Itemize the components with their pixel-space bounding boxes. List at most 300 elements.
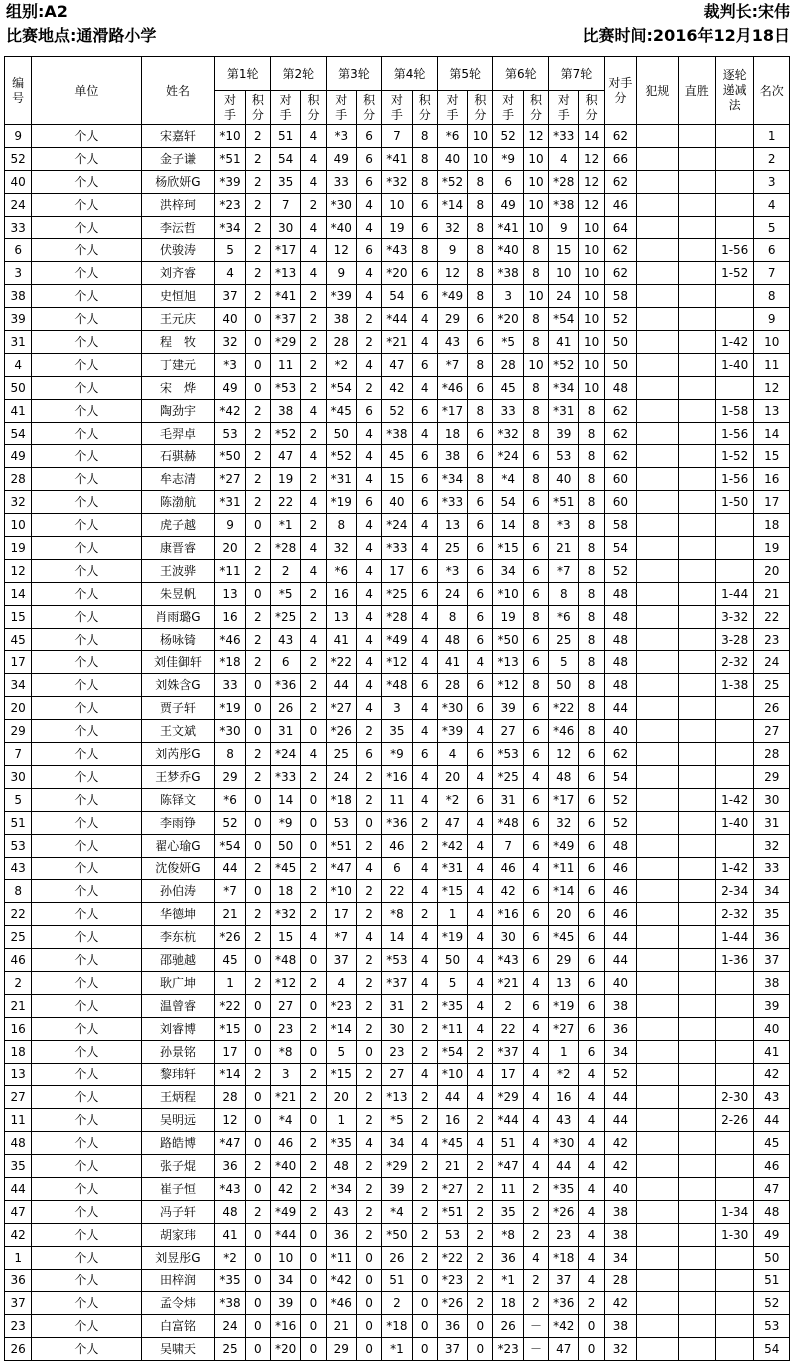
cell-direct-win (678, 1155, 715, 1178)
cell-direct-win (678, 422, 715, 445)
col-subheader-round-4-opponent: 对手 (382, 91, 412, 125)
cell-r3-opponent: 43 (326, 1200, 356, 1223)
cell-name: 金子谦 (141, 147, 215, 170)
cell-r6-opponent: *8 (493, 1223, 523, 1246)
cell-r4-points: 6 (412, 491, 437, 514)
cell-r2-points: 2 (301, 422, 326, 445)
cell-name: 贾子轩 (141, 697, 215, 720)
cell-r4-opponent: 11 (382, 788, 412, 811)
cell-foul (637, 445, 678, 468)
cell-r2-opponent: *25 (270, 605, 300, 628)
col-subheader-round-4-points: 积分 (412, 91, 437, 125)
cell-r7-points: 8 (579, 537, 604, 560)
cell-r4-points: 0 (412, 1315, 437, 1338)
cell-r7-points: 8 (579, 445, 604, 468)
cell-rank: 44 (754, 1109, 790, 1132)
cell-r2-opponent: *45 (270, 857, 300, 880)
cell-r1-opponent: *42 (215, 399, 245, 422)
cell-r3-opponent: 38 (326, 308, 356, 331)
cell-opponent-score: 28 (604, 1269, 636, 1292)
cell-r6-points: 10 (523, 170, 548, 193)
cell-foul (637, 857, 678, 880)
cell-r5-points: 8 (468, 262, 493, 285)
cell-unit: 个人 (32, 628, 141, 651)
cell-r2-points: 2 (301, 971, 326, 994)
cell-direct-win (678, 445, 715, 468)
cell-r7-points: 6 (579, 834, 604, 857)
cell-r1-points: 0 (245, 376, 270, 399)
cell-r2-opponent: 27 (270, 994, 300, 1017)
cell-r6-opponent: 33 (493, 399, 523, 422)
cell-r5-points: 4 (468, 651, 493, 674)
cell-r2-opponent: 38 (270, 399, 300, 422)
cell-r7-opponent: 43 (549, 1109, 579, 1132)
cell-r5-opponent: *11 (437, 1017, 467, 1040)
cell-foul (637, 331, 678, 354)
cell-r4-points: 4 (412, 788, 437, 811)
cell-r2-points: 2 (301, 193, 326, 216)
table-row (5, 216, 790, 239)
cell-r7-opponent: 37 (549, 1269, 579, 1292)
cell-foul (637, 926, 678, 949)
cell-r5-points: 4 (468, 903, 493, 926)
cell-r1-opponent: 48 (215, 1200, 245, 1223)
table-row (5, 651, 790, 674)
table-row (5, 880, 790, 903)
cell-r7-opponent: 25 (549, 628, 579, 651)
cell-r1-points: 2 (245, 1063, 270, 1086)
cell-r3-opponent: *35 (326, 1132, 356, 1155)
cell-r2-points: 2 (301, 514, 326, 537)
cell-r7-opponent: *38 (549, 193, 579, 216)
table-row (5, 1315, 790, 1338)
cell-r3-points: 2 (356, 376, 381, 399)
cell-r5-points: 4 (468, 765, 493, 788)
cell-r5-opponent: *17 (437, 399, 467, 422)
cell-r2-opponent: 46 (270, 1132, 300, 1155)
cell-direct-win (678, 582, 715, 605)
cell-tiebreak: 1-56 (715, 239, 753, 262)
cell-r6-opponent: 28 (493, 353, 523, 376)
cell-id: 44 (5, 1177, 32, 1200)
cell-r7-opponent: *30 (549, 1132, 579, 1155)
cell-unit: 个人 (32, 376, 141, 399)
cell-r4-points: 0 (412, 1338, 437, 1361)
cell-r5-opponent: 47 (437, 811, 467, 834)
cell-r1-opponent: 52 (215, 811, 245, 834)
cell-r6-points: 6 (523, 537, 548, 560)
cell-foul (637, 743, 678, 766)
cell-rank: 51 (754, 1269, 790, 1292)
cell-r3-points: 4 (356, 468, 381, 491)
cell-r4-points: 2 (412, 1177, 437, 1200)
cell-id: 35 (5, 1155, 32, 1178)
cell-rank: 47 (754, 1177, 790, 1200)
cell-unit: 个人 (32, 743, 141, 766)
cell-r4-points: 2 (412, 1017, 437, 1040)
cell-tiebreak (715, 1155, 753, 1178)
cell-r2-opponent: 15 (270, 926, 300, 949)
cell-r2-points: 2 (301, 857, 326, 880)
cell-r6-points: 4 (523, 1132, 548, 1155)
cell-rank: 42 (754, 1063, 790, 1086)
cell-rank: 3 (754, 170, 790, 193)
cell-id: 25 (5, 926, 32, 949)
cell-r3-points: 2 (356, 331, 381, 354)
cell-r2-opponent: 31 (270, 720, 300, 743)
cell-r2-opponent: *33 (270, 765, 300, 788)
cell-r2-points: 4 (301, 239, 326, 262)
cell-r3-opponent: 28 (326, 331, 356, 354)
cell-r3-opponent: 25 (326, 743, 356, 766)
cell-r5-opponent: *35 (437, 994, 467, 1017)
cell-id: 34 (5, 674, 32, 697)
cell-name: 陈渤航 (141, 491, 215, 514)
cell-r1-opponent: *23 (215, 193, 245, 216)
cell-r6-opponent: *10 (493, 582, 523, 605)
table-row (5, 1017, 790, 1040)
cell-r2-points: 0 (301, 1315, 326, 1338)
cell-r5-points: 4 (468, 994, 493, 1017)
cell-r1-points: 2 (245, 1155, 270, 1178)
table-row (5, 1269, 790, 1292)
cell-r4-points: 2 (412, 994, 437, 1017)
cell-unit: 个人 (32, 537, 141, 560)
cell-tiebreak (715, 147, 753, 170)
cell-r2-points: 0 (301, 1292, 326, 1315)
cell-tiebreak: 1-40 (715, 353, 753, 376)
cell-opponent-score: 34 (604, 1246, 636, 1269)
cell-r4-points: 4 (412, 1132, 437, 1155)
cell-direct-win (678, 765, 715, 788)
cell-r4-points: 6 (412, 399, 437, 422)
table-row (5, 285, 790, 308)
cell-r2-points: 2 (301, 331, 326, 354)
cell-r2-points: 4 (301, 170, 326, 193)
cell-r2-points: 0 (301, 1269, 326, 1292)
cell-r6-points: 4 (523, 1063, 548, 1086)
cell-opponent-score: 48 (604, 582, 636, 605)
cell-r1-opponent: *6 (215, 788, 245, 811)
cell-r2-points: 4 (301, 628, 326, 651)
cell-opponent-score: 52 (604, 788, 636, 811)
cell-r7-opponent: *54 (549, 308, 579, 331)
cell-direct-win (678, 857, 715, 880)
cell-r1-opponent: 13 (215, 582, 245, 605)
cell-r7-opponent: *17 (549, 788, 579, 811)
cell-id: 30 (5, 765, 32, 788)
col-header-foul: 犯规 (637, 57, 678, 125)
cell-r5-points: 10 (468, 125, 493, 148)
cell-r1-points: 0 (245, 788, 270, 811)
cell-r5-opponent: 29 (437, 308, 467, 331)
cell-r7-points: 6 (579, 765, 604, 788)
cell-opponent-score: 62 (604, 399, 636, 422)
table-row (5, 331, 790, 354)
cell-r3-points: 6 (356, 125, 381, 148)
cell-r7-points: 10 (579, 262, 604, 285)
cell-r1-opponent: 41 (215, 1223, 245, 1246)
cell-r1-opponent: 36 (215, 1155, 245, 1178)
cell-r4-points: 4 (412, 857, 437, 880)
col-header-id: 编号 (5, 57, 32, 125)
cell-foul (637, 559, 678, 582)
cell-r4-points: 8 (412, 170, 437, 193)
cell-r5-opponent: *31 (437, 857, 467, 880)
cell-unit: 个人 (32, 193, 141, 216)
cell-r6-opponent: *21 (493, 971, 523, 994)
cell-name: 杨咏锜 (141, 628, 215, 651)
cell-r4-opponent: *38 (382, 422, 412, 445)
cell-r3-opponent: 36 (326, 1223, 356, 1246)
cell-tiebreak (715, 514, 753, 537)
cell-r7-opponent: 40 (549, 468, 579, 491)
cell-opponent-score: 62 (604, 262, 636, 285)
cell-r6-opponent: 14 (493, 514, 523, 537)
cell-r5-points: 6 (468, 376, 493, 399)
cell-opponent-score: 52 (604, 308, 636, 331)
cell-r5-opponent: *2 (437, 788, 467, 811)
cell-r6-opponent: *29 (493, 1086, 523, 1109)
cell-direct-win (678, 239, 715, 262)
cell-r7-points: 0 (579, 1315, 604, 1338)
cell-id: 54 (5, 422, 32, 445)
cell-name: 李沄哲 (141, 216, 215, 239)
cell-r4-points: 2 (412, 1200, 437, 1223)
cell-r7-points: 6 (579, 743, 604, 766)
cell-opponent-score: 62 (604, 422, 636, 445)
col-subheader-round-2-points: 积分 (301, 91, 326, 125)
cell-r7-opponent: 39 (549, 422, 579, 445)
cell-r1-opponent: *22 (215, 994, 245, 1017)
cell-name: 王梦乔G (141, 765, 215, 788)
cell-r7-opponent: 9 (549, 216, 579, 239)
cell-r6-points: 8 (523, 376, 548, 399)
table-row (5, 193, 790, 216)
cell-name: 华德坤 (141, 903, 215, 926)
cell-unit: 个人 (32, 788, 141, 811)
cell-direct-win (678, 537, 715, 560)
cell-foul (637, 1292, 678, 1315)
cell-r4-points: 4 (412, 537, 437, 560)
cell-direct-win (678, 1040, 715, 1063)
cell-r2-points: 2 (301, 468, 326, 491)
table-row (5, 147, 790, 170)
cell-r1-opponent: *3 (215, 353, 245, 376)
cell-r4-opponent: 52 (382, 399, 412, 422)
cell-r5-points: 2 (468, 1269, 493, 1292)
cell-unit: 个人 (32, 468, 141, 491)
cell-name: 伏骏涛 (141, 239, 215, 262)
cell-r1-points: 2 (245, 125, 270, 148)
cell-rank: 40 (754, 1017, 790, 1040)
cell-tiebreak: 1-44 (715, 582, 753, 605)
cell-r2-points: 2 (301, 765, 326, 788)
cell-opponent-score: 54 (604, 765, 636, 788)
cell-rank: 50 (754, 1246, 790, 1269)
cell-name: 丁建元 (141, 353, 215, 376)
cell-tiebreak: 1-52 (715, 262, 753, 285)
cell-direct-win (678, 834, 715, 857)
cell-r2-points: 2 (301, 285, 326, 308)
cell-r1-opponent: *14 (215, 1063, 245, 1086)
cell-r3-points: 2 (356, 1177, 381, 1200)
cell-unit: 个人 (32, 125, 141, 148)
cell-r3-points: 4 (356, 857, 381, 880)
table-row (5, 1177, 790, 1200)
cell-direct-win (678, 1063, 715, 1086)
cell-r2-points: 0 (301, 949, 326, 972)
cell-unit: 个人 (32, 308, 141, 331)
cell-r3-opponent: *46 (326, 1292, 356, 1315)
cell-r1-points: 0 (245, 994, 270, 1017)
cell-r5-opponent: *54 (437, 1040, 467, 1063)
cell-r4-points: 2 (412, 834, 437, 857)
cell-r2-opponent: *37 (270, 308, 300, 331)
cell-rank: 17 (754, 491, 790, 514)
cell-r5-points: 6 (468, 628, 493, 651)
cell-r5-points: 2 (468, 1040, 493, 1063)
cell-r7-opponent: *18 (549, 1246, 579, 1269)
cell-r6-opponent: *50 (493, 628, 523, 651)
cell-r4-opponent: *53 (382, 949, 412, 972)
cell-r6-opponent: *23 (493, 1338, 523, 1361)
cell-tiebreak: 1-42 (715, 788, 753, 811)
cell-unit: 个人 (32, 834, 141, 857)
cell-r4-points: 4 (412, 422, 437, 445)
cell-r6-opponent: 49 (493, 193, 523, 216)
cell-rank: 12 (754, 376, 790, 399)
cell-rank: 28 (754, 743, 790, 766)
cell-r3-points: 2 (356, 765, 381, 788)
cell-r3-points: 4 (356, 537, 381, 560)
cell-name: 孙伯涛 (141, 880, 215, 903)
cell-r7-points: 8 (579, 628, 604, 651)
cell-r4-points: 6 (412, 216, 437, 239)
cell-r3-points: 4 (356, 514, 381, 537)
cell-foul (637, 765, 678, 788)
cell-r2-points: 2 (301, 582, 326, 605)
cell-r3-points: 4 (356, 582, 381, 605)
cell-unit: 个人 (32, 514, 141, 537)
cell-r6-opponent: *47 (493, 1155, 523, 1178)
cell-r5-points: 2 (468, 1200, 493, 1223)
cell-r7-opponent: 5 (549, 651, 579, 674)
cell-r3-opponent: 13 (326, 605, 356, 628)
cell-r2-points: 0 (301, 834, 326, 857)
cell-r6-points: 4 (523, 765, 548, 788)
cell-r1-opponent: 32 (215, 331, 245, 354)
cell-name: 李雨铮 (141, 811, 215, 834)
cell-id: 8 (5, 880, 32, 903)
cell-r1-points: 2 (245, 926, 270, 949)
cell-r2-points: 2 (301, 376, 326, 399)
cell-direct-win (678, 994, 715, 1017)
cell-direct-win (678, 399, 715, 422)
cell-opponent-score: 44 (604, 1086, 636, 1109)
cell-r5-opponent: 12 (437, 262, 467, 285)
cell-r1-points: 2 (245, 743, 270, 766)
cell-r7-opponent: 8 (549, 582, 579, 605)
cell-rank: 13 (754, 399, 790, 422)
cell-direct-win (678, 262, 715, 285)
table-row (5, 1155, 790, 1178)
cell-unit: 个人 (32, 605, 141, 628)
cell-r3-points: 4 (356, 193, 381, 216)
cell-opponent-score: 38 (604, 1315, 636, 1338)
cell-tiebreak: 2-32 (715, 903, 753, 926)
cell-unit: 个人 (32, 1200, 141, 1223)
cell-opponent-score: 34 (604, 1040, 636, 1063)
cell-r5-opponent: *51 (437, 1200, 467, 1223)
cell-r7-opponent: 41 (549, 331, 579, 354)
cell-r7-opponent: 1 (549, 1040, 579, 1063)
cell-unit: 个人 (32, 559, 141, 582)
cell-r1-opponent: *51 (215, 147, 245, 170)
cell-r5-opponent: 5 (437, 971, 467, 994)
table-row (5, 170, 790, 193)
cell-r6-opponent: 17 (493, 1063, 523, 1086)
cell-r1-points: 2 (245, 193, 270, 216)
cell-r1-opponent: *18 (215, 651, 245, 674)
cell-r4-points: 4 (412, 651, 437, 674)
cell-r2-points: 0 (301, 1246, 326, 1269)
cell-r3-opponent: *14 (326, 1017, 356, 1040)
cell-r7-opponent: 20 (549, 903, 579, 926)
cell-r3-points: 6 (356, 491, 381, 514)
cell-direct-win (678, 811, 715, 834)
cell-r4-opponent: 14 (382, 926, 412, 949)
cell-r3-points: 6 (356, 170, 381, 193)
cell-tiebreak (715, 559, 753, 582)
cell-r5-points: 6 (468, 308, 493, 331)
cell-name: 刘齐睿 (141, 262, 215, 285)
col-subheader-round-3-opponent: 对手 (326, 91, 356, 125)
cell-r3-points: 2 (356, 308, 381, 331)
cell-r6-points: 4 (523, 1246, 548, 1269)
cell-tiebreak (715, 1246, 753, 1269)
cell-name: 杨欣妍G (141, 170, 215, 193)
cell-r6-points: 8 (523, 399, 548, 422)
cell-direct-win (678, 743, 715, 766)
cell-r1-points: 2 (245, 765, 270, 788)
cell-tiebreak (715, 834, 753, 857)
cell-r6-opponent: *13 (493, 651, 523, 674)
cell-name: 石骐赫 (141, 445, 215, 468)
cell-id: 28 (5, 468, 32, 491)
cell-r6-points: 6 (523, 628, 548, 651)
cell-tiebreak (715, 537, 753, 560)
cell-r7-points: 8 (579, 399, 604, 422)
cell-tiebreak (715, 1338, 753, 1361)
cell-r1-points: 2 (245, 857, 270, 880)
cell-r7-opponent: *28 (549, 170, 579, 193)
cell-tiebreak (715, 285, 753, 308)
cell-r1-points: 2 (245, 559, 270, 582)
cell-r1-opponent: *54 (215, 834, 245, 857)
cell-r4-points: 6 (412, 285, 437, 308)
cell-r6-points: 2 (523, 1177, 548, 1200)
cell-r2-opponent: 54 (270, 147, 300, 170)
cell-r2-opponent: *21 (270, 1086, 300, 1109)
cell-r7-points: 4 (579, 1177, 604, 1200)
cell-r3-points: 2 (356, 971, 381, 994)
cell-unit: 个人 (32, 880, 141, 903)
cell-r2-points: 2 (301, 605, 326, 628)
cell-r5-opponent: 28 (437, 674, 467, 697)
cell-r1-points: 0 (245, 1086, 270, 1109)
cell-r7-opponent: 23 (549, 1223, 579, 1246)
